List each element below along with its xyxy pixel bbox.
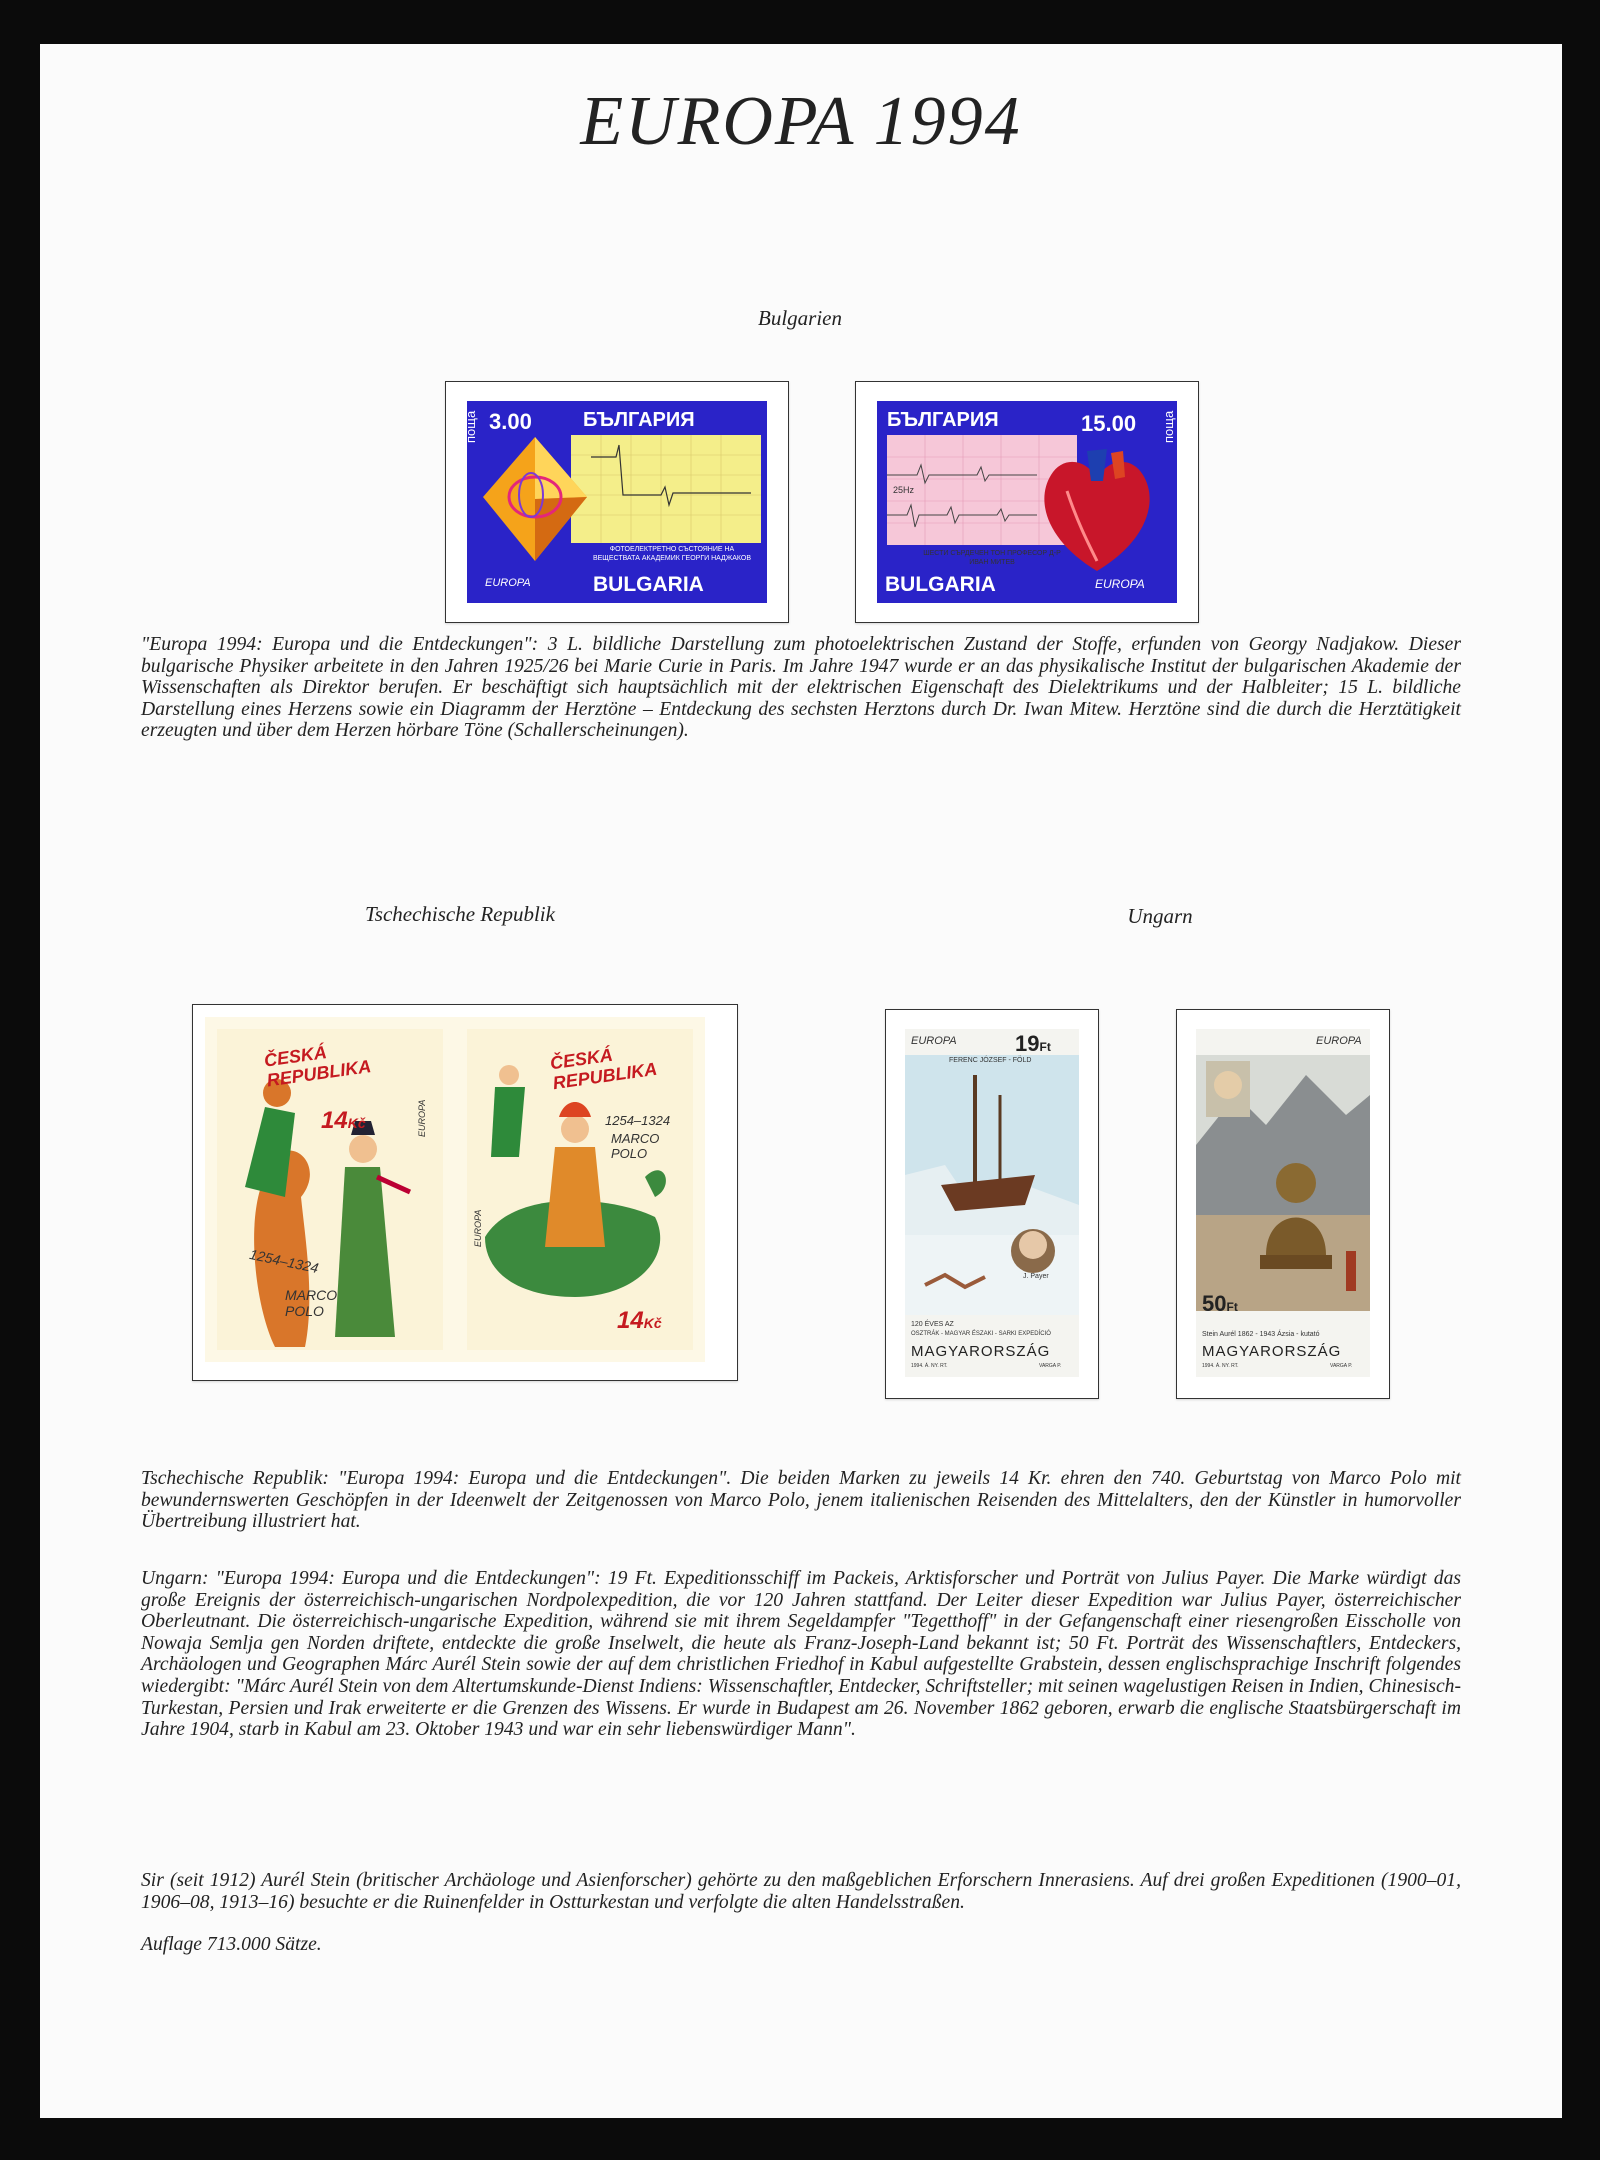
crystal-illustration [475,429,595,569]
stamp-value: 14 [617,1307,644,1334]
stamp-mount-bulgaria-2 [855,381,1199,623]
stamp-europa-logo: EUROPA [473,1209,483,1247]
stamp-artist: VARGA P. [1330,1363,1353,1369]
stamp-europa-logo: EUROPA [417,1099,427,1137]
stamp-country-cyrillic: БЪЛГАРИЯ [583,409,695,431]
buddha-illustration [1196,1055,1370,1311]
stamp-bulgaria-15 [868,392,1186,612]
stamp-country: ČESKÁ REPUBLIKA [262,1042,373,1091]
stamp-country: BULGARIA [593,573,704,596]
stamp-value-group [1015,1031,1051,1057]
stamp-country: MAGYARORSZÁG [911,1343,1051,1360]
stamp-side-text: поща [463,410,478,443]
stamp-country-cyrillic: БЪЛГАРИЯ [887,409,999,431]
stamp-europa-logo: EUROPA [911,1035,957,1047]
graph-lines [571,435,761,543]
stamp-country: ČESKÁ REPUBLIKA [548,1044,659,1094]
stamp-hungary-19 [896,1020,1088,1386]
stamp-mount-hungary-1 [885,1009,1099,1399]
stamp-dates: 1254–1324 [248,1245,320,1277]
hungary-description: Ungarn: "Europa 1994: Europa und die Entdeckungen": 19 Ft. Expeditionsschiff im Packeis, Arktisforscher und Porträt von Julius Payer. Die Marke würdigt das große Ereignis der österreichisch-ungarischen Nordpolexpedition, die vor 120 Jahren stattfand. Der Leiter dieser Expedition war Julius Payer, österreichischer Oberleutnant. Die österreichisch-ungarische Expedition, während sie mit ihrem Segeldampfer "Tegetthoff" in der Gefangenschaft einer riesengroßen Eisscholle von Nowaja Semlja gen Norden driftete, entdeckte die große Inselwelt, die heute als Franz-Joseph-Land bekannt ist; 50 Ft. Porträt des Wissenschaftlers, Entdeckers, Archäologen und Geographen Márc Aurél Stein sowie der auf dem christlichen Friedhof in Kabul aufgestellte Grabstein, dessen englischsprachige Inschrift folgendes wiedergibt: "Márc Aurél Stein von dem Altertumskunde-Dienst Indiens: Wissenschaftler, Entdecker, Schriftsteller; mit seinen wagelustigen Reisen in Indien, Chinesisch-Turkestan, Persien und Irak erweiterte er die Grenzen des Wissens. Er wurde in Budapest am 26. November 1862 geboren, erwarb die englische Staatsbürgerschaft im Jahre 1904, starb in Kabul am 23. Oktober 1943 und war ein sehr liebenswürdiger Mann". [141,1568,1461,1741]
stamp-value: 14 [321,1107,348,1134]
stamp-hungary-50 [1187,1020,1379,1386]
section-label-hungary: Ungarn [1127,904,1193,928]
album-page [40,44,1562,2118]
page-title: EUROPA 1994 [580,83,1022,160]
stamp-czech-2 [455,1017,705,1362]
stamp-czech-1 [205,1017,455,1362]
section-label-czech: Tschechische Republik [365,902,555,926]
stamp-value-group [321,1107,366,1135]
edition-note: Auflage 713.000 Sätze. [141,1934,322,1955]
stein-description: Sir (seit 1912) Aurél Stein (britischer Archäologe und Asienforscher) gehörte zu den maßgeblichen Erforschern Innerasiens. Auf drei großen Expeditionen (1900–01, 1906–08, 1913–16) besuchte er die Ruinenfelder in Ostturkestan und verfolgte die alten Handelsstraßen. [141,1870,1461,1913]
stamp-name: MARCO POLO [285,1287,338,1319]
stamp-value: 15.00 [1081,411,1137,436]
stamp-mount-bulgaria-1 [445,381,789,623]
stamp-top-caption: FERENC JÓZSEF - FÖLD [949,1057,1032,1064]
stamp-country: BULGARIA [885,573,996,596]
czech-description: Tschechische Republik: "Europa 1994: Europa und die Entdeckungen". Die beiden Marken zu jeweils 14 Kr. ehren den 740. Geburtstag von Marco Polo mit bewundernswerten Geschöpfen in der Ideenwelt der Zeitgenossen von Marco Polo, jenem italienischen Reisenden des Mittelalters, den der Künstler in humorvoller Übertreibung illustriert hat. [141,1468,1461,1533]
stamp-mount-hungary-2 [1176,1009,1390,1399]
stamp-currency: Ft [1039,1040,1051,1054]
stamp-dates: 1254–1324 [605,1113,671,1128]
stamp-value: 50 [1202,1291,1227,1316]
stamp-line2: OSZTRÁK - MAGYAR ÉSZAKI - SARKI EXPEDÍCIÓ [911,1331,1051,1337]
hz-label: 25Hz [893,485,915,495]
stamp-line1: Stein Aurél 1862 - 1943 Ázsia - kutató [1202,1331,1320,1338]
stamp-artist: VARGA P. [1039,1363,1062,1369]
diagram-panel [571,435,761,543]
stamp-caption: ШЕСТИ СЪРДЕЧЕН ТОН ПРОФЕСОР Д-Р ИВАН МИТЕВ [923,550,1061,566]
stamp-europa-logo: EUROPA [1316,1035,1362,1047]
stamp-caption: ФОТОЕЛЕКТРЕТНО СЪСТОЯНИЕ НА ВЕЩЕСТВАТА АКАДЕМИК ГЕОРГИ НАДЖАКОВ [592,546,752,562]
stamp-value-group [617,1307,662,1335]
stamp-bulgaria-3 [458,392,776,612]
stamp-europa-logo: EUROPA [1095,577,1145,591]
stamp-country: MAGYARORSZÁG [1202,1343,1342,1360]
stamp-europa-logo: EUROPA [485,577,531,589]
stamp-currency: Ft [1226,1300,1238,1314]
stamp-currency: Kč [347,1115,366,1131]
stamp-footer: 1994. Á. NY. RT. [1202,1363,1239,1369]
stamp-line1: 120 ÉVES AZ [911,1321,954,1328]
stamp-side-text: поща [1161,410,1176,443]
stamp-value: 19 [1015,1031,1040,1056]
section-label-bulgaria: Bulgarien [758,306,842,330]
stamp-mount-czech [192,1004,738,1381]
stamp-footer: 1994. Á. NY. RT. [911,1363,948,1369]
bulgaria-description: "Europa 1994: Europa und die Entdeckungen": 3 L. bildliche Darstellung zum photoelektrischen Zustand der Stoffe, erfunden von Georgy Nadjakow. Dieser bulgarische Physiker arbeitete in den Jahren 1925/26 bei Marie Curie in Paris. Im Jahre 1947 wurde er an das physikalische Institut der bulgarischen Akademie der Wissenschaften als Direktor berufen. Er beschäftigt sich hauptsächlich mit der elektrischen Eigenschaft des Dielektrikums und der Halbleiter; 15 L. bildliche Darstellung eines Herzens sowie ein Diagramm der Herztöne – Entdeckung des sechsten Herztons durch Dr. Iwan Mitew. Herztöne sind die durch die Herztätigkeit erzeugten und über dem Herzen hörbare Töne (Schallerscheinungen). [141,634,1461,742]
stamp-name: MARCO POLO [611,1131,660,1161]
ship-in-ice-illustration [905,1055,1079,1315]
stamp-person-name: J. Payer [1023,1273,1049,1280]
stamp-value-group [1202,1291,1238,1317]
stamp-currency: Kč [643,1315,662,1331]
stamp-value: 3.00 [489,409,532,434]
